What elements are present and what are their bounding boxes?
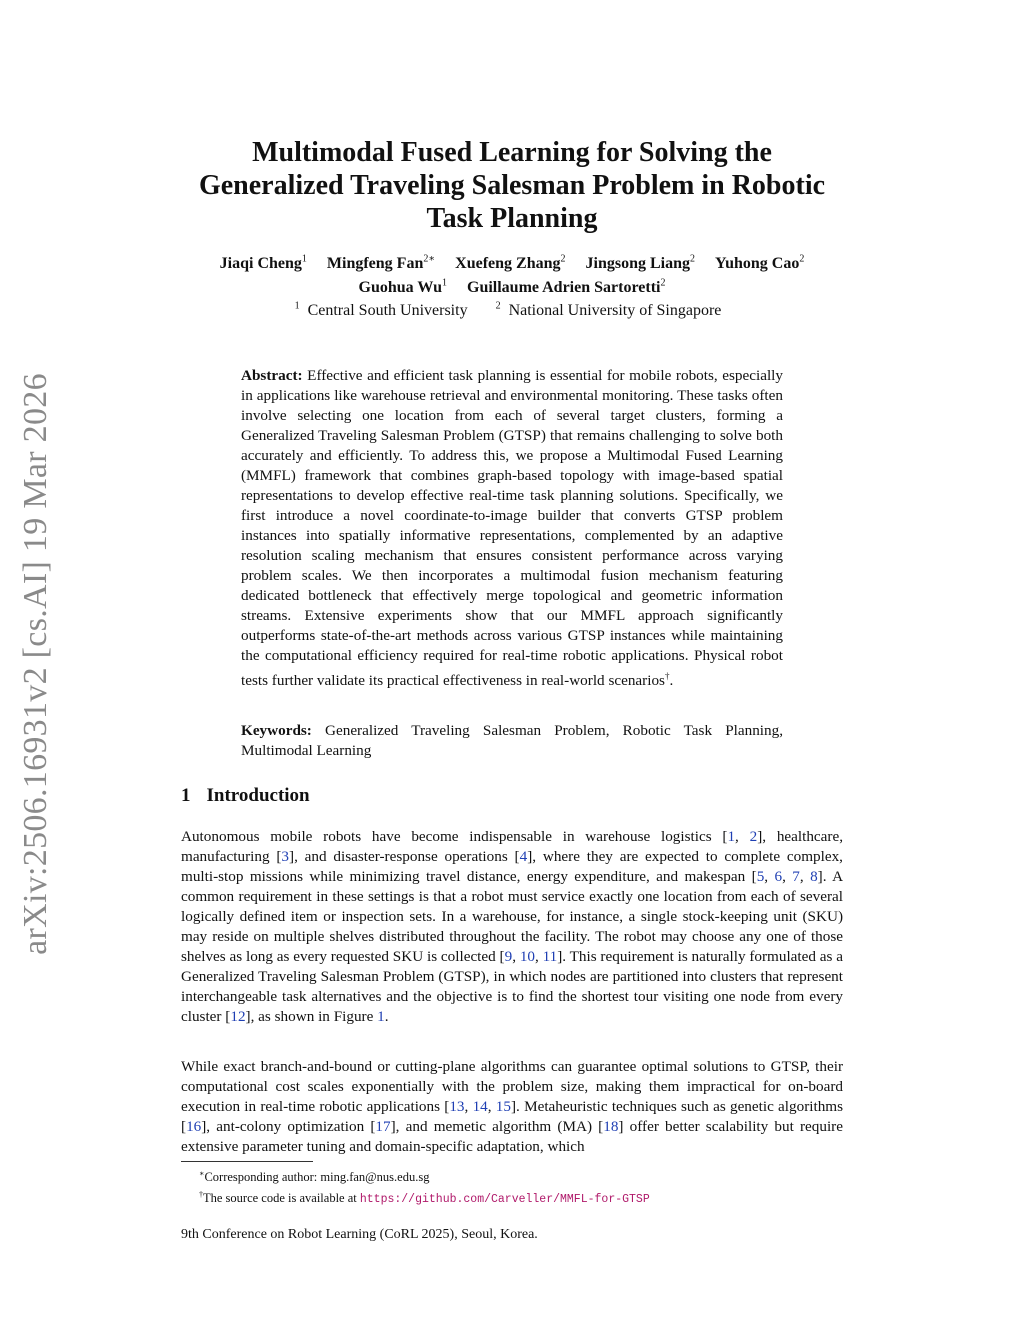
arxiv-identifier: arXiv:2506.16931v2 [cs.AI] 19 Mar 2026	[17, 373, 54, 955]
affiliation-mark: 2	[495, 300, 501, 312]
title-line: Multimodal Fused Learning for Solving the	[252, 137, 772, 168]
author-mark: 2	[560, 254, 566, 265]
footnote-mark: †	[199, 1190, 203, 1200]
citation-link[interactable]: 4	[519, 848, 528, 865]
footnote	[199, 1186, 650, 1208]
footnote-rule	[181, 1161, 313, 1162]
intro-paragraph-2: While exact branch-and-bound or cutting-plane algorithms can guarantee optimal solutions to GTSP, their computational cost scales exponentially with the problem size, making them impractical for on-board execution in real-time robotic applications [13, 14, 15]. Metaheuristic techniques such as genetic algorithms [16], ant-colony optimization [17], and memetic algorithm (MA) [18] offer better scalability but require extensive parameter tuning and domain-specific adaptation, which	[181, 1058, 844, 1155]
abstract-end: .	[669, 672, 674, 690]
affiliations	[160, 297, 864, 320]
keywords	[241, 721, 783, 761]
citation-link[interactable]: 11	[542, 948, 558, 965]
author	[467, 279, 665, 296]
affiliation-name: Central South University	[307, 301, 468, 319]
author	[220, 255, 307, 272]
abstract-label: Abstract:	[241, 367, 303, 384]
affiliation-name: National University of Singapore	[508, 301, 722, 319]
code-footnote-mark: †	[664, 671, 670, 681]
author-name: Mingfeng Fan	[326, 255, 424, 273]
author-mark: 1	[442, 277, 447, 289]
author-mark: 2	[690, 254, 695, 265]
section-number: 1	[181, 785, 191, 806]
citation-link[interactable]: 13	[449, 1098, 465, 1115]
author	[586, 255, 695, 272]
title-line: Task Planning	[426, 203, 598, 234]
author-row	[160, 250, 864, 273]
footnote-text: Corresponding author: ming.fan@nus.edu.sg	[204, 1170, 430, 1185]
affiliation	[295, 302, 476, 319]
intro-paragraph-1: Autonomous mobile robots have become indispensable in warehouse logistics [1, 2], healthcare, manufacturing [3], and disaster-response operations [4], where they are expected to complete complex, multi-stop missions while minimizing travel distance, energy expenditure, and makespan [5, 6, 7, 8]. A common requirement in these settings is that a robot must service exactly one location from each of several logically defined item or inspection sets. In a warehouse, for instance, a single stock-keeping unit (SKU) may reside on multiple shelves distributed throughout the facility. The robot may choose any one of those shelves as long as every requested SKU is collected [9, 10, 11]. This requirement is naturally formulated as a Generalized Traveling Salesman Problem (GTSP), in which nodes are partitioned into clusters that represent interchangeable task alternatives and the objective is to find the shortest tour visiting one node from every cluster [12], as shown in Figure 1.	[181, 828, 844, 1025]
author	[359, 279, 447, 296]
author-name: Jingsong Liang	[585, 255, 690, 273]
citation-link[interactable]: 5	[756, 868, 765, 885]
abstract	[241, 366, 783, 691]
author-mark: 2∗	[423, 254, 436, 265]
section-title: Introduction	[206, 785, 310, 806]
citation-link[interactable]: 9	[504, 948, 513, 965]
citation-link[interactable]: 7	[792, 868, 800, 885]
citation-link[interactable]: 1	[377, 1008, 385, 1025]
footnote-text: The source code is available at	[203, 1191, 360, 1206]
citation-link[interactable]: 15	[495, 1098, 511, 1115]
citation-link[interactable]: 6	[774, 868, 783, 885]
author-block	[160, 250, 864, 320]
author-name: Yuhong Cao	[715, 255, 800, 273]
footnote	[199, 1165, 650, 1186]
author-name: Jiaqi Cheng	[219, 255, 302, 273]
author-name: Guohua Wu	[358, 278, 442, 296]
citation-link[interactable]: 16	[186, 1118, 202, 1135]
citation-link[interactable]: 17	[375, 1118, 391, 1135]
section-heading	[181, 785, 310, 807]
venue-footer: 9th Conference on Robot Learning (CoRL 2025), Seoul, Korea.	[181, 1227, 538, 1242]
citation-link[interactable]: 8	[810, 868, 818, 885]
citation-link[interactable]: 2	[749, 828, 758, 845]
keywords-text: Generalized Traveling Salesman Problem, Robotic Task Planning, Multimodal Learning	[241, 722, 783, 759]
affiliation-mark: 1	[294, 300, 300, 312]
author-mark: 2	[799, 254, 805, 265]
citation-link[interactable]: 10	[519, 948, 535, 965]
footnotes	[199, 1165, 650, 1208]
title-line: Generalized Traveling Salesman Problem in Robotic	[198, 170, 826, 201]
citation-link[interactable]: 12	[230, 1008, 246, 1025]
paper-title	[160, 136, 864, 235]
author	[715, 255, 804, 272]
citation-link[interactable]: 18	[603, 1118, 619, 1135]
citation-link[interactable]: 3	[281, 848, 290, 865]
keywords-label: Keywords:	[241, 722, 312, 739]
citation-link[interactable]: 1	[727, 828, 736, 845]
author	[327, 255, 435, 272]
author	[455, 255, 565, 272]
footnote-mark: ∗	[199, 1169, 205, 1178]
citation-link[interactable]: 14	[472, 1098, 488, 1115]
source-code-link[interactable]: https://github.com/Carveller/MMFL-for-GTSP	[359, 1193, 650, 1207]
author-row	[160, 273, 864, 296]
author-name: Guillaume Adrien Sartoretti	[467, 278, 661, 296]
abstract-text: Effective and efficient task planning is essential for mobile robots, especially in applications like warehouse retrieval and environmental monitoring. These tasks often involve selecting one location from each of several target clusters, forming a Generalized Traveling Salesman Problem (GTSP) that remains challenging to solve both accurately and efficiently. To address this, we propose a Multimodal Fused Learning (MMFL) framework that combines graph-based topology with image-based spatial representations to develop effective real-time task planning solutions. Specifically, we first introduce a novel coordinate-to-image builder that converts GTSP problem instances into spatially informative representations, complemented by an adaptive resolution scaling mechanism that ensures consistent performance across varying problem scales. We then incorporates a multimodal fusion mechanism featuring dedicated bottleneck that effectively merge topological and geometric information streams. Extensive experiments show that our MMFL approach significantly outperforms state-of-the-art methods across various GTSP instances while maintaining the computational efficiency required for real-time robotic applications. Physical robot tests further validate its practical effectiveness in real-world scenarios	[241, 367, 784, 690]
author-mark: 2	[660, 277, 666, 289]
author-name: Xuefeng Zhang	[455, 255, 561, 273]
author-mark: 1	[301, 254, 307, 265]
affiliation	[496, 302, 730, 319]
